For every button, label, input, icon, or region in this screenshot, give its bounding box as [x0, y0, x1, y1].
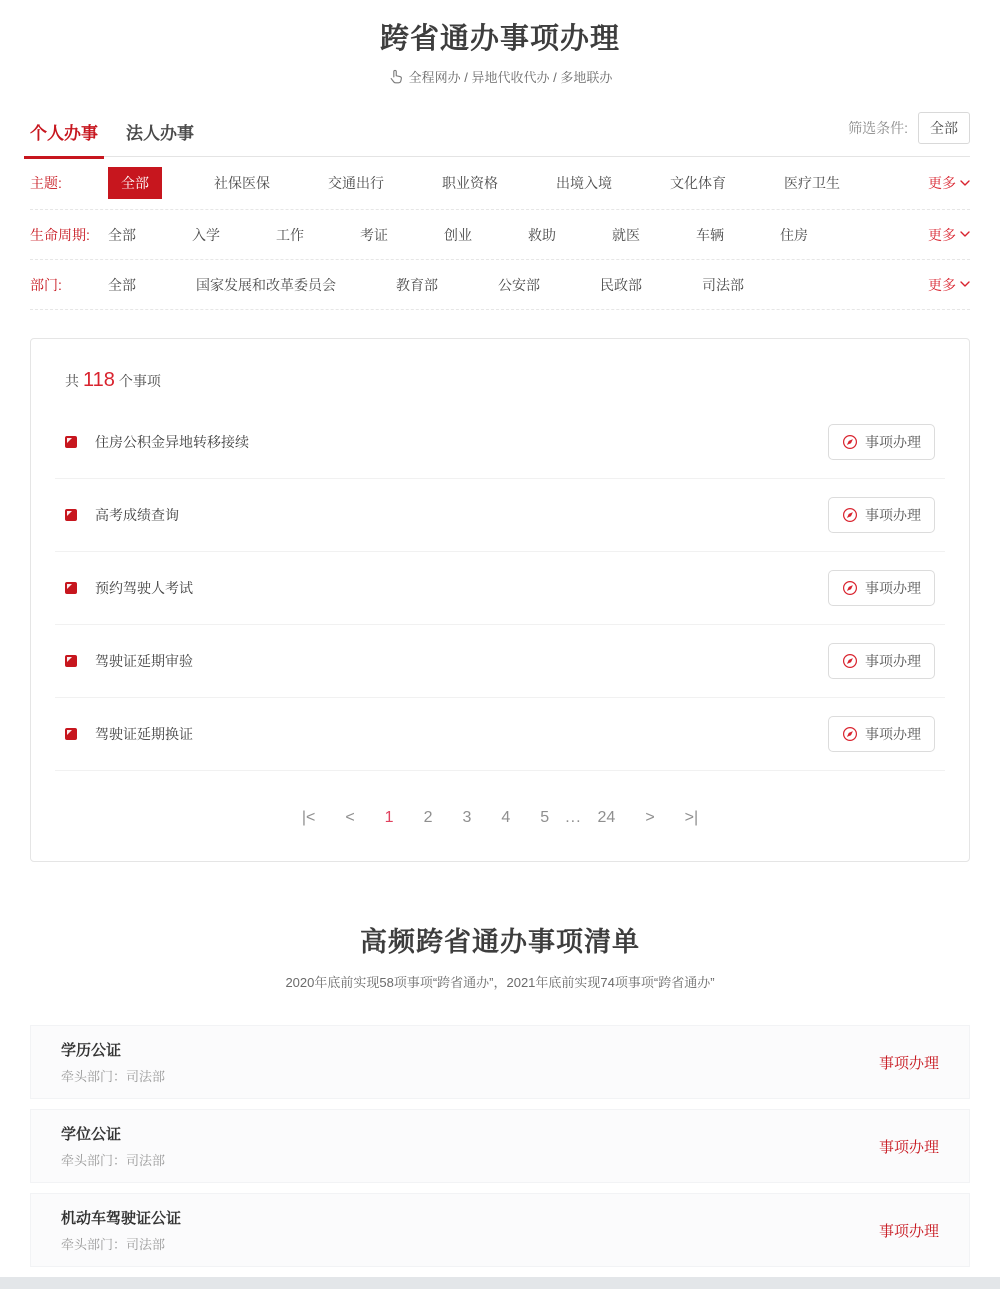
- section-subtitle: 2020年底前实现58项事项“跨省通办”，2021年底前实现74项事项“跨省通办”: [285, 975, 715, 990]
- card-department: 牵头部门：司法部: [61, 1069, 166, 1084]
- filter-label-lifecycle: 生命周期:: [30, 226, 90, 243]
- filter-option[interactable]: 创业: [444, 226, 472, 243]
- list-item: [55, 479, 945, 552]
- filter-option[interactable]: 文化体育: [670, 175, 726, 191]
- filter-option[interactable]: 考证: [360, 226, 388, 243]
- filter-option[interactable]: 就医: [612, 226, 640, 243]
- page-title: 跨省通办事项办理: [379, 23, 620, 55]
- card-handle-link[interactable]: 事项办理: [878, 1222, 939, 1240]
- filter-option[interactable]: 公安部: [498, 276, 540, 293]
- card-info: [61, 1123, 165, 1169]
- handle-item-button[interactable]: [828, 424, 935, 460]
- high-freq-card: [30, 1025, 970, 1099]
- filter-option[interactable]: 工作: [276, 226, 304, 243]
- card-handle-link[interactable]: 事项办理: [878, 1138, 939, 1156]
- more-label: 更多: [928, 276, 956, 293]
- handle-item-label: 事项办理: [865, 580, 921, 596]
- list-item: [55, 406, 945, 479]
- tabs-bar: [30, 112, 970, 157]
- pagination-next[interactable]: >: [645, 809, 655, 826]
- filter-option[interactable]: 住房: [780, 226, 808, 243]
- pagination-ellipsis: ...: [565, 809, 582, 826]
- page-bottom-strip: [0, 1277, 1000, 1289]
- more-button[interactable]: [928, 173, 970, 193]
- pagination-prev[interactable]: <: [345, 809, 355, 826]
- filter-option[interactable]: 车辆: [696, 226, 724, 243]
- pagination: [55, 809, 945, 827]
- pagination-page[interactable]: 1: [384, 809, 394, 826]
- results-count: [65, 369, 945, 392]
- handle-item-button[interactable]: [828, 570, 935, 606]
- hand-pointer-icon: [388, 69, 403, 84]
- filter-row-lifecycle: [30, 210, 970, 260]
- filter-condition-label: 筛选条件:: [848, 120, 908, 136]
- chevron-down-icon: [960, 180, 970, 187]
- more-button[interactable]: [928, 275, 970, 295]
- filter-option[interactable]: 国家发展和改革委员会: [196, 276, 336, 293]
- item-bullet-icon: [65, 436, 77, 448]
- chevron-down-icon: [960, 231, 970, 238]
- pagination-page[interactable]: 2: [423, 809, 433, 826]
- pagination-page[interactable]: 4: [501, 809, 511, 826]
- list-item: [55, 698, 945, 771]
- item-bullet-icon: [65, 728, 77, 740]
- high-freq-card: [30, 1109, 970, 1183]
- card-title[interactable]: 学位公证: [61, 1126, 122, 1143]
- pen-circle-icon: [842, 580, 858, 596]
- page-header: [0, 0, 1000, 86]
- handle-item-button[interactable]: [828, 497, 935, 533]
- handle-item-button[interactable]: [828, 643, 935, 679]
- filter-row-department: [30, 260, 970, 310]
- page-subtitle: [0, 67, 1000, 86]
- handle-item-label: 事项办理: [865, 726, 921, 742]
- item-bullet-icon: [65, 509, 77, 521]
- high-freq-card: [30, 1193, 970, 1267]
- count-suffix: 个事项: [118, 373, 161, 389]
- more-label: 更多: [928, 175, 956, 191]
- high-freq-card-list: [30, 1025, 970, 1267]
- card-info: [61, 1039, 165, 1085]
- filter-option[interactable]: 医疗卫生: [784, 175, 840, 191]
- filter-option[interactable]: 出境入境: [556, 175, 612, 191]
- filter-option[interactable]: 社保医保: [214, 175, 270, 191]
- filter-option[interactable]: 全部: [108, 276, 136, 293]
- results-panel: [30, 338, 970, 862]
- count-number: 118: [83, 369, 115, 391]
- card-department: 牵头部门：司法部: [61, 1153, 166, 1168]
- filter-row-theme: [30, 157, 970, 210]
- tab-legal[interactable]: 法人办事: [126, 124, 194, 143]
- item-title[interactable]: 驾驶证延期审验: [95, 653, 193, 669]
- item-bullet-icon: [65, 582, 77, 594]
- filter-label-department: 部门:: [30, 276, 62, 293]
- item-title[interactable]: 预约驾驶人考试: [95, 580, 193, 596]
- card-info: [61, 1207, 181, 1253]
- handle-item-label: 事项办理: [865, 434, 921, 450]
- filter-option[interactable]: 救助: [528, 226, 556, 243]
- pagination-page[interactable]: 5: [540, 809, 550, 826]
- pen-circle-icon: [842, 434, 858, 450]
- list-item: [55, 625, 945, 698]
- filter-option[interactable]: 司法部: [702, 276, 744, 293]
- item-title[interactable]: 驾驶证延期换证: [95, 726, 193, 742]
- filter-option[interactable]: 交通出行: [328, 175, 384, 191]
- filter-condition-select[interactable]: 全部: [918, 112, 970, 144]
- pagination-page[interactable]: 3: [462, 809, 472, 826]
- filter-option[interactable]: 教育部: [396, 276, 438, 293]
- card-title[interactable]: 机动车驾驶证公证: [61, 1210, 182, 1227]
- filter-option[interactable]: 民政部: [600, 276, 642, 293]
- card-handle-link[interactable]: 事项办理: [878, 1054, 939, 1072]
- chevron-down-icon: [960, 281, 970, 288]
- filter-option[interactable]: 职业资格: [442, 175, 498, 191]
- handle-item-button[interactable]: [828, 716, 935, 752]
- card-department: 牵头部门：司法部: [61, 1237, 166, 1252]
- pen-circle-icon: [842, 507, 858, 523]
- item-title[interactable]: 住房公积金异地转移接续: [95, 434, 249, 450]
- filter-option[interactable]: 全部: [108, 167, 162, 199]
- filter-option[interactable]: 全部: [108, 226, 136, 243]
- filter-condition: [848, 112, 970, 144]
- more-label: 更多: [928, 226, 956, 243]
- count-prefix: 共: [65, 373, 79, 389]
- pen-circle-icon: [842, 726, 858, 742]
- handle-item-label: 事项办理: [865, 507, 921, 523]
- item-bullet-icon: [65, 655, 77, 667]
- filter-option[interactable]: 入学: [192, 226, 220, 243]
- item-title[interactable]: 高考成绩查询: [95, 507, 179, 523]
- pen-circle-icon: [842, 653, 858, 669]
- pagination-last[interactable]: >|: [684, 809, 699, 826]
- tab-personal[interactable]: 个人办事: [30, 119, 98, 144]
- filter-label-theme: 主题:: [30, 175, 62, 191]
- section-title: 高频跨省通办事项清单: [360, 927, 640, 957]
- handle-item-label: 事项办理: [865, 653, 921, 669]
- card-title[interactable]: 学历公证: [61, 1042, 122, 1059]
- more-button[interactable]: [928, 225, 970, 245]
- page-subtitle-text: 全程网办 / 异地代收代办 / 多地联办: [408, 70, 613, 85]
- pagination-first[interactable]: |<: [301, 809, 316, 826]
- list-item: [55, 552, 945, 625]
- pagination-page[interactable]: 24: [597, 809, 616, 826]
